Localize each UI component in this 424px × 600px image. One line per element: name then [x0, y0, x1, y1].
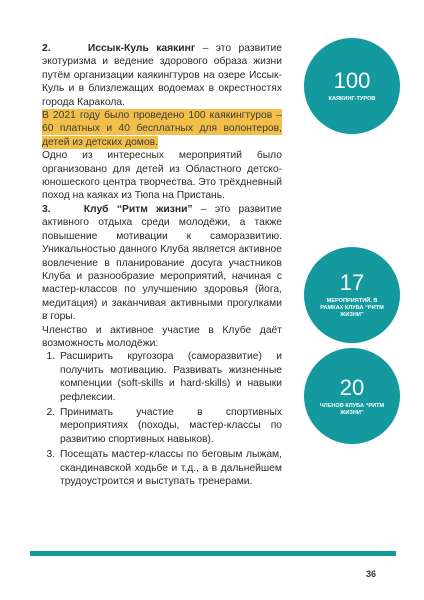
stat-caption: МЕРОПРИЯТИЙ, В РАМКАХ КЛУБА “РИТМ ЖИЗНИ”: [320, 298, 384, 318]
stat-circle-members: [304, 348, 400, 444]
page-number: 36: [366, 569, 377, 579]
section-title-kayaking: Иссык-Куль каякинг: [87, 43, 196, 54]
stat-number: 100: [333, 68, 371, 93]
list-item: 1. Расширить кругозора (саморазвитие) и получить мотивацию. Развивать жизненные компенции (soft-skills и hard-skills) и навыки рефлексии.: [58, 350, 282, 404]
section-club-paragraph: [42, 203, 282, 324]
stat-number: 17: [339, 270, 365, 295]
stat-circle-kayaking: [304, 38, 400, 134]
list-item: 2. Принимать участие в спортивных мероприятиях (походы, мастер-классы по развитию спортивных навыков).: [58, 406, 282, 446]
stat-caption: ЧЛЕНОВ КЛУБА “РИТМ ЖИЗНИ”: [319, 402, 385, 416]
membership-intro: Членство и активное участие в Клубе даёт возможность молодёжи:: [42, 324, 282, 349]
event-paragraph: Одно из интересных мероприятий было организовано для детей из Областного детско-юношеского центра творчества. Это трёхдневный поход на каяках из Тюпа на Пристань.: [42, 150, 282, 202]
section-kayaking-paragraph: [42, 42, 282, 109]
section-number: 3.: [42, 203, 51, 215]
stat-number: 20: [339, 374, 365, 400]
stat-circle-events: [304, 247, 400, 343]
list-item: 3. Посещать мастер-классы по беговым лыжам, скандинавской ходьбе и т.д., а в дальнейшем трудоустроится и выступать тренерами.: [58, 448, 282, 488]
section-number: 2.: [42, 43, 51, 54]
footer-rule: [30, 551, 396, 556]
section-text: – это развитие активного отдыха среди молодёжи, а также повышение мотивации к саморазвитию. Уникальностью данного Клуба является активное вовлечение в планирование досуга участников Клуба и разнообразие мероприятий, начиная с мастер-классов по улучшению здоровья (йога, медитация) и заканчивая активными прогулками в горы.: [42, 203, 283, 323]
highlight-paragraph: [42, 109, 282, 149]
highlight-text: В 2021 году было проведено 100 каякингтуров – 60 платных и 40 бесплатных для волонтеров, детей из детских домов.: [42, 110, 282, 148]
section-title-club: Клуб “Ритм жизни”: [83, 203, 193, 215]
main-text-column: [42, 42, 282, 490]
benefits-list: [42, 350, 282, 488]
stat-caption: КАЯКИНГ-ТУРОВ: [328, 96, 376, 102]
section-text: – это развитие экотуризма и ведение здорового образа жизни путём организации каякингтуров на озере Иссык-Куль и в близлежащих водоемах в окрестностях города Каракола.: [42, 43, 283, 108]
